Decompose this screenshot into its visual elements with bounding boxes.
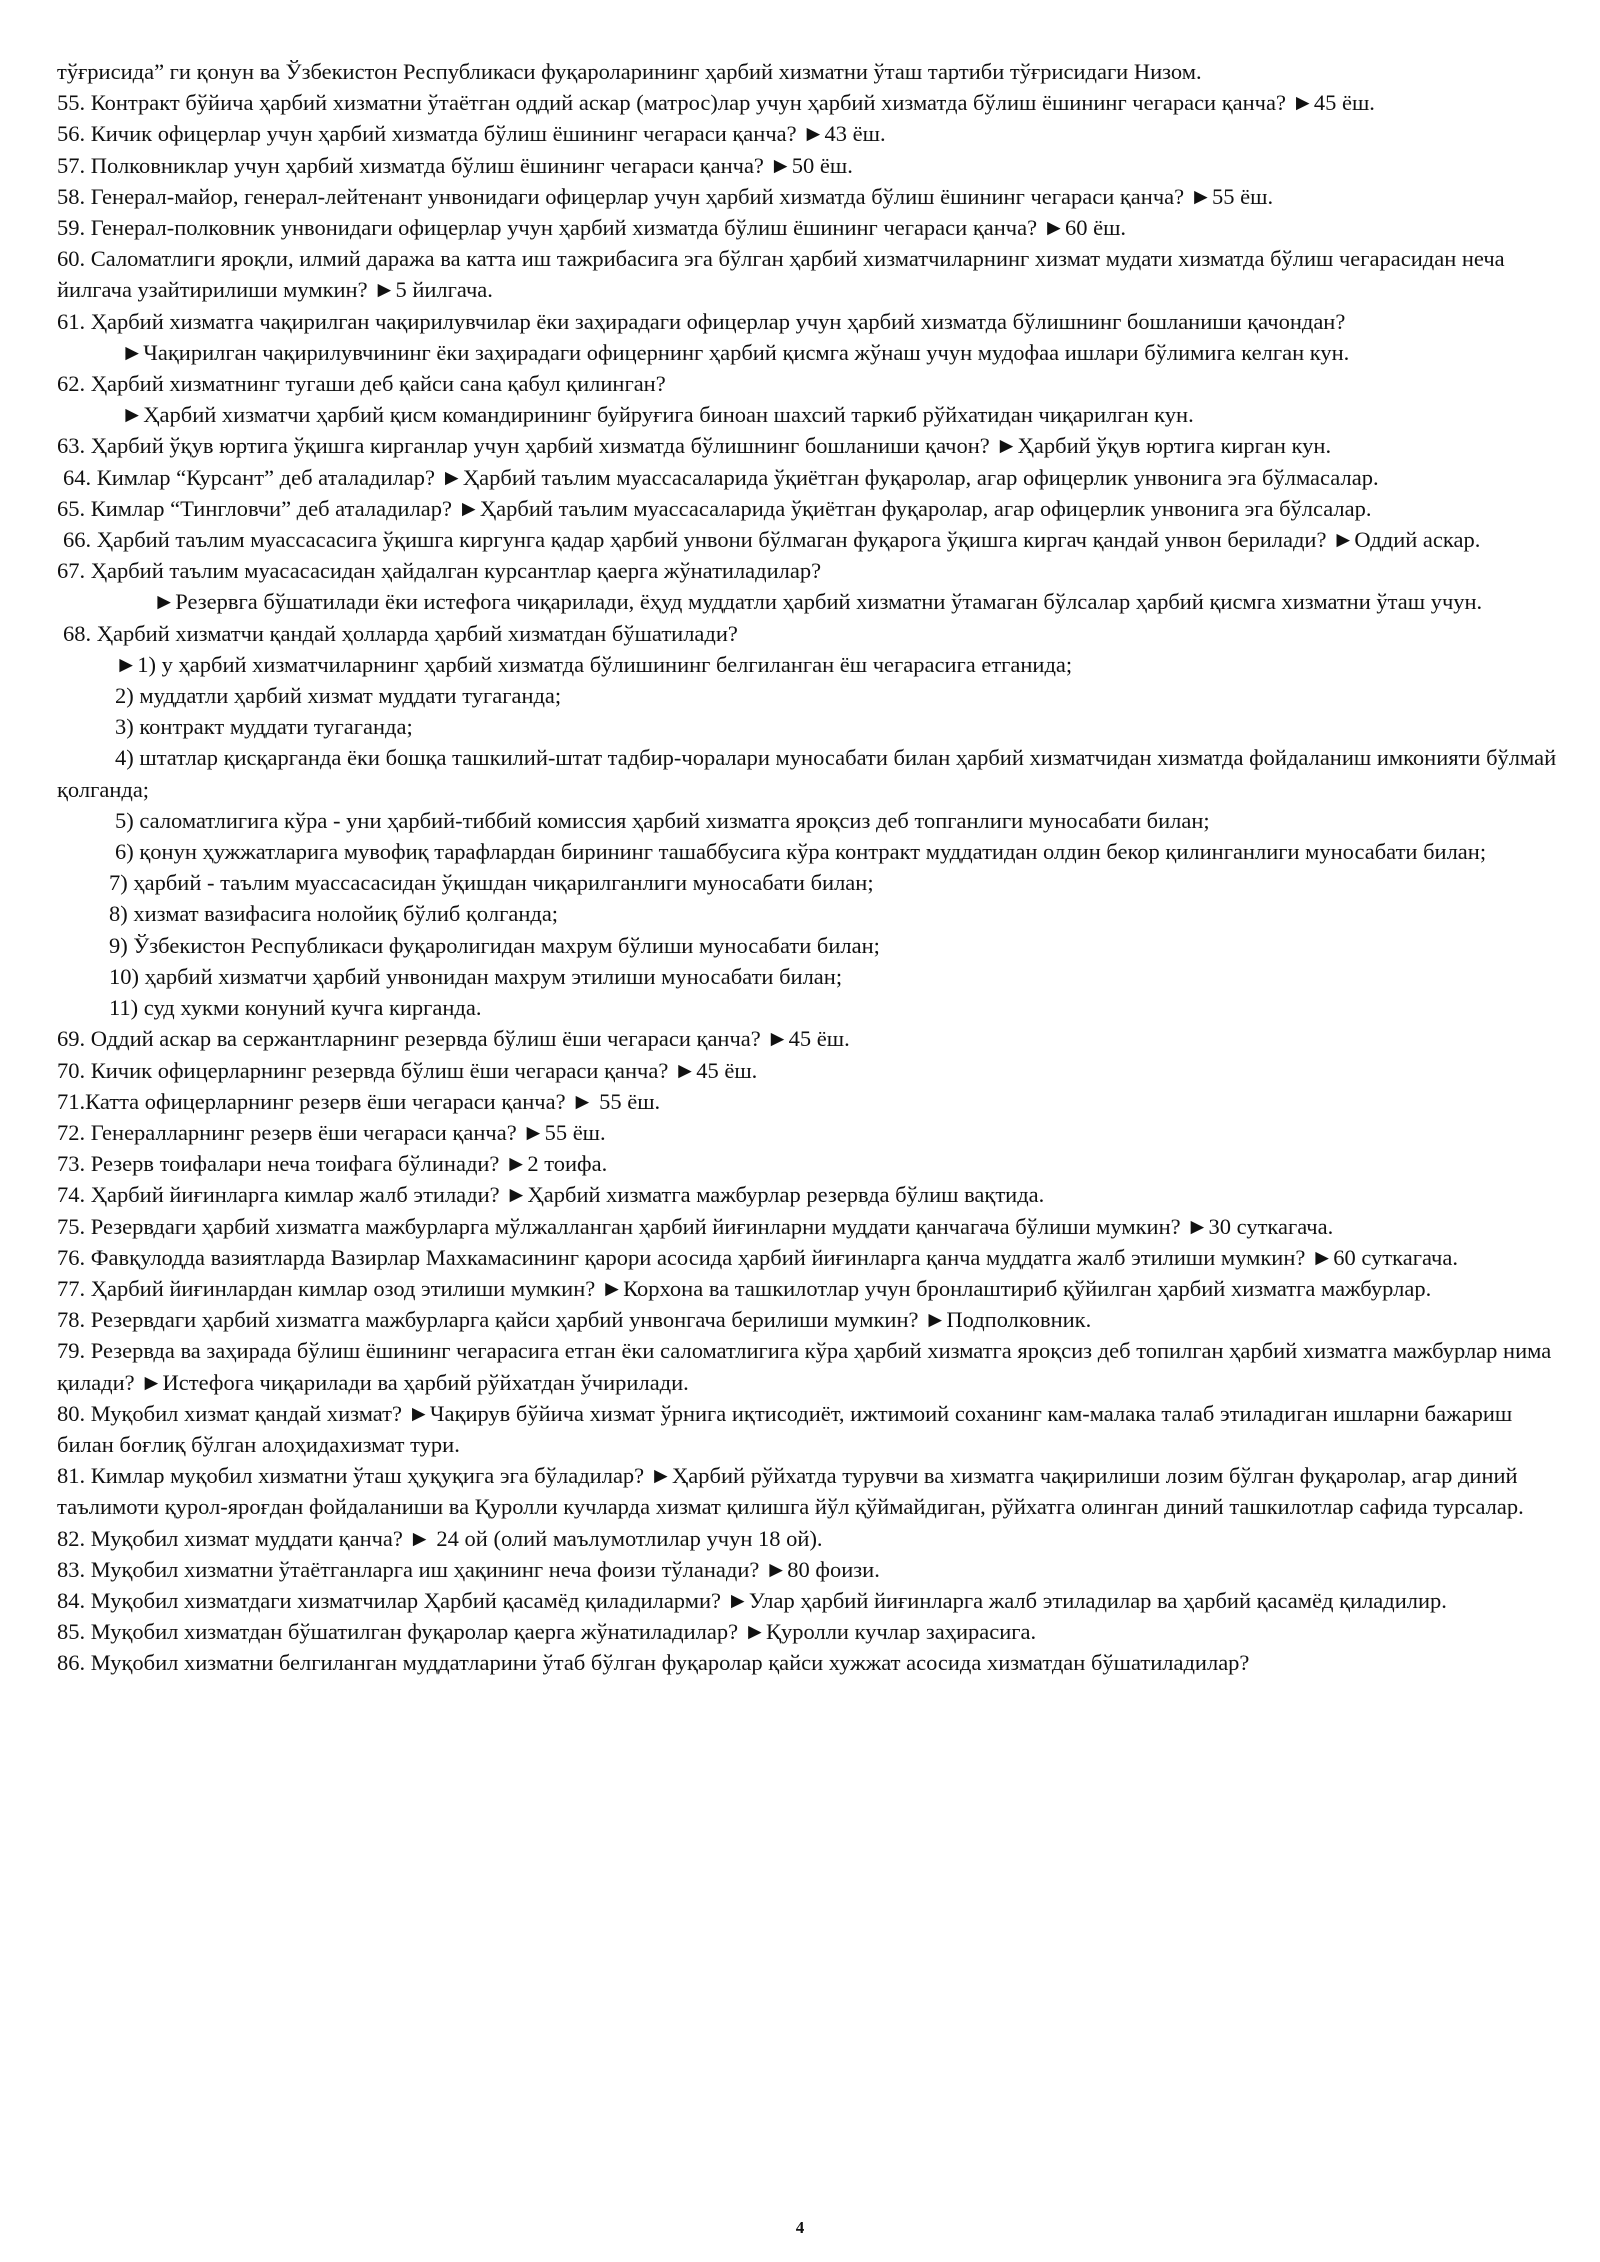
list-item: 3) контракт муддати тугаганда; (115, 714, 413, 740)
question-73: 73. Резерв тоифалари неча тоифага бўлинади? ►2 тоифа. (57, 1151, 608, 1177)
page-number: 4 (795, 2218, 805, 2237)
question-70: 70. Кичик офицерларнинг резервда бўлиш ёши чегараси қанча? ►45 ёш. (57, 1057, 758, 1083)
list-item: 4) штатлар қисқарганда ёки бошқа ташкилий-штат тадбир-чоралари муносабати билан ҳарбий хизматчидан хизматда фойдаланиш имконияти бўлмай қолганда; (57, 745, 1557, 802)
question-74: 74. Ҳарбий йиғинларга кимлар жалб этилади? ►Ҳарбий хизматга мажбурлар резервда бўлиш вақтида. (57, 1182, 1045, 1208)
question-79: 79. Резервда ва заҳирада бўлиш ёшининг чегарасига етган ёки саломатлигига кўра ҳарбий хизматга яроқсиз деб топилган ҳарбий хизматга мажбурлар нима қилади? ►Истефога чиқарилади ва ҳарбий рўйхатдан ўчирилади. (57, 1338, 1552, 1395)
question-69: 69. Оддий аскар ва сержантларнинг резервда бўлиш ёши чегараси қанча? ►45 ёш. (57, 1026, 850, 1052)
list-item: 2) муддатли ҳарбий хизмат муддати тугаганда; (115, 683, 562, 709)
question-58: 58. Генерал-майор, генерал-лейтенант унвонидаги офицерлар учун ҳарбий хизматда бўлиш ёшининг чегараси қанча? ►55 ёш. (57, 183, 1274, 209)
question-77: 77. Ҳарбий йиғинлардан кимлар озод этилиши мумкин? ►Корхона ва ташкилотлар учун бронлаштириб қўйилган ҳарбий хизматга мажбурлар. (57, 1275, 1432, 1301)
question-56: 56. Кичик офицерлар учун ҳарбий хизматда бўлиш ёшининг чегараси қанча? ►43 ёш. (57, 121, 886, 147)
list-item: ►1) у ҳарбий хизматчиларнинг ҳарбий хизматда бўлишининг белгиланган ёш чегарасига етганида; (115, 651, 1073, 677)
question-72: 72. Генералларнинг резерв ёши чегараси қанча? ►55 ёш. (57, 1119, 606, 1145)
list-item: 5) саломатлигига кўра - уни ҳарбий-тиббий комиссия ҳарбий хизматга яроқсиз деб топганлиги муносабати билан; (115, 807, 1210, 833)
question-85: 85. Муқобил хизматдан бўшатилган фуқаролар қаерга жўнатиладилар? ►Қуролли кучлар заҳирасига. (57, 1619, 1037, 1645)
question-86: 86. Муқобил хизматни белгиланган муддатларини ўтаб бўлган фуқаролар қайси хужжат асосида хизматдан бўшатиладилар? (57, 1650, 1250, 1676)
text-line: тўғрисида” ги қонун ва Ўзбекистон Республикаси фуқароларининг ҳарбий хизматни ўташ тартиби тўғрисидаги Низом. (57, 59, 1202, 84)
question-59: 59. Генерал-полковник унвонидаги офицерлар учун ҳарбий хизматда бўлиш ёшининг чегараси қанча? ►60 ёш. (57, 215, 1127, 241)
question-66: 66. Ҳарбий таълим муассасасига ўқишга киргунга қадар ҳарбий унвони бўлмаган фуқарога ўқишга киргач қандай унвон берилади? ►Оддий аскар. (63, 527, 1481, 553)
question-61: 61. Ҳарбий хизматга чақирилган чақирилувчилар ёки заҳирадаги офицерлар учун ҳарбий хизматда бўлишнинг бошланиши қачондан? (57, 308, 1346, 334)
question-84: 84. Муқобил хизматдаги хизматчилар Ҳарбий қасамёд қиладиларми? ►Улар ҳарбий йиғинларга жалб этиладилар ва ҳарбий қасамёд қиладилир. (57, 1587, 1447, 1613)
document-body (57, 56, 1563, 1679)
question-60: 60. Саломатлиги яроқли, илмий даража ва катта иш тажрибасига эга бўлган ҳарбий хизматчиларнинг хизмат мудати хизматда бўлиш чегарасидан неча йилгача узайтирилиши мумкин? ►5 йилгача. (57, 246, 1505, 303)
list-item: 10) ҳарбий хизматчи ҳарбий унвонидан махрум этилиши муносабати билан; (109, 963, 843, 989)
list-item: 8) хизмат вазифасига нолойиқ бўлиб қолганда; (109, 901, 559, 927)
question-76: 76. Фавқулодда вазиятларда Вазирлар Махкамасининг қарори асосида ҳарбий йиғинларга қанча муддатга жалб этилиши мумкин? ►60 суткагача. (57, 1244, 1458, 1270)
question-81: 81. Кимлар муқобил хизматни ўташ ҳуқуқига эга бўладилар? ►Ҳарбий рўйхатда турувчи ва хизматга чақирилиши лозим бўлган фуқаролар, агар диний таълимоти қурол-яроғдан фойдаланиши ва Қуролли кучларда хизмат қилишга йўл қўймайдиган, рўйхатга олинган диний ташкилотлар сафида турсалар. (57, 1463, 1524, 1520)
question-78: 78. Резервдаги ҳарбий хизматга мажбурларга қайси ҳарбий унвонгача берилиши мумкин? ►Подполковник. (57, 1307, 1092, 1333)
question-80: 80. Муқобил хизмат қандай хизмат? ►Чақирув бўйича хизмат ўрнига иқтисодиёт, ижтимоий соханинг кам-малака талаб этиладиган ишларни бажариш билан боғлиқ бўлган алоҳидахизмат тури. (57, 1400, 1513, 1457)
list-item: 6) қонун ҳужжатларига мувофиқ тарафлардан бирининг ташаббусига кўра контракт муддатидан олдин бекор қилинганлиги муносабати билан; (115, 839, 1487, 865)
question-71: 71.Катта офицерларнинг резерв ёши чегараси қанча? ► 55 ёш. (57, 1088, 661, 1114)
question-67: 67. Ҳарбий таълим муасасасидан ҳайдалган курсантлар қаерга жўнатиладилар? (57, 558, 822, 584)
answer-62: ►Ҳарбий хизматчи ҳарбий қисм командирининг буйруғига биноан шахсий таркиб рўйхатидан чиқарилган кун. (121, 402, 1194, 428)
question-57: 57. Полковниклар учун ҳарбий хизматда бўлиш ёшининг чегараси қанча? ►50 ёш. (57, 152, 853, 178)
question-62: 62. Ҳарбий хизматнинг тугаши деб қайси сана қабул қилинган? (57, 371, 666, 397)
question-75: 75. Резервдаги ҳарбий хизматга мажбурларга мўлжалланган ҳарбий йиғинларни муддати қанчагача бўлиши мумкин? ►30 суткагача. (57, 1213, 1334, 1239)
question-82: 82. Муқобил хизмат муддати қанча? ► 24 ой (олий маълумотлилар учун 18 ой). (57, 1525, 823, 1551)
question-64: 64. Кимлар “Курсант” деб аталадилар? ►Ҳарбий таълим муассасаларида ўқиётган фуқаролар, агар офицерлик унвонига эга бўлмасалар. (63, 464, 1379, 490)
list-item: 7) ҳарбий - таълим муассасасидан ўқишдан чиқарилганлиги муносабати билан; (109, 870, 874, 896)
question-55: 55. Контракт бўйича ҳарбий хизматни ўтаётган оддий аскар (матрос)лар учун ҳарбий хизматда бўлиш ёшининг чегараси қанча? ►45 ёш. (57, 90, 1375, 116)
question-63: 63. Ҳарбий ўқув юртига ўқишга кирганлар учун ҳарбий хизматда бўлишнинг бошланиши қачон? ►Ҳарбий ўқув юртига кирган кун. (57, 433, 1332, 459)
question-65: 65. Кимлар “Тингловчи” деб аталадилар? ►Ҳарбий таълим муассасаларида ўқиётган фуқаролар, агар офицерлик унвонига эга бўлсалар. (57, 495, 1372, 521)
list-item: 9) Ўзбекистон Республикаси фуқаролигидан махрум бўлиши муносабати билан; (109, 932, 880, 958)
answer-67: ►Резервга бўшатилади ёки истефога чиқарилади, ёҳуд муддатли ҳарбий хизматни ўтамаган бўлсалар ҳарбий қисмга хизматни ўташ учун. (153, 589, 1483, 615)
question-83: 83. Муқобил хизматни ўтаётганларга иш ҳақининг неча фоизи тўланади? ►80 фоизи. (57, 1556, 880, 1582)
question-68: 68. Ҳарбий хизматчи қандай ҳолларда ҳарбий хизматдан бўшатилади? (63, 620, 738, 646)
answer-61: ►Чақирилган чақирилувчининг ёки заҳирадаги офицернинг ҳарбий қисмга жўнаш учун мудофаа ишлари бўлимига келган кун. (121, 339, 1350, 365)
list-item: 11) суд хукми конуний кучга кирганда. (109, 995, 482, 1021)
